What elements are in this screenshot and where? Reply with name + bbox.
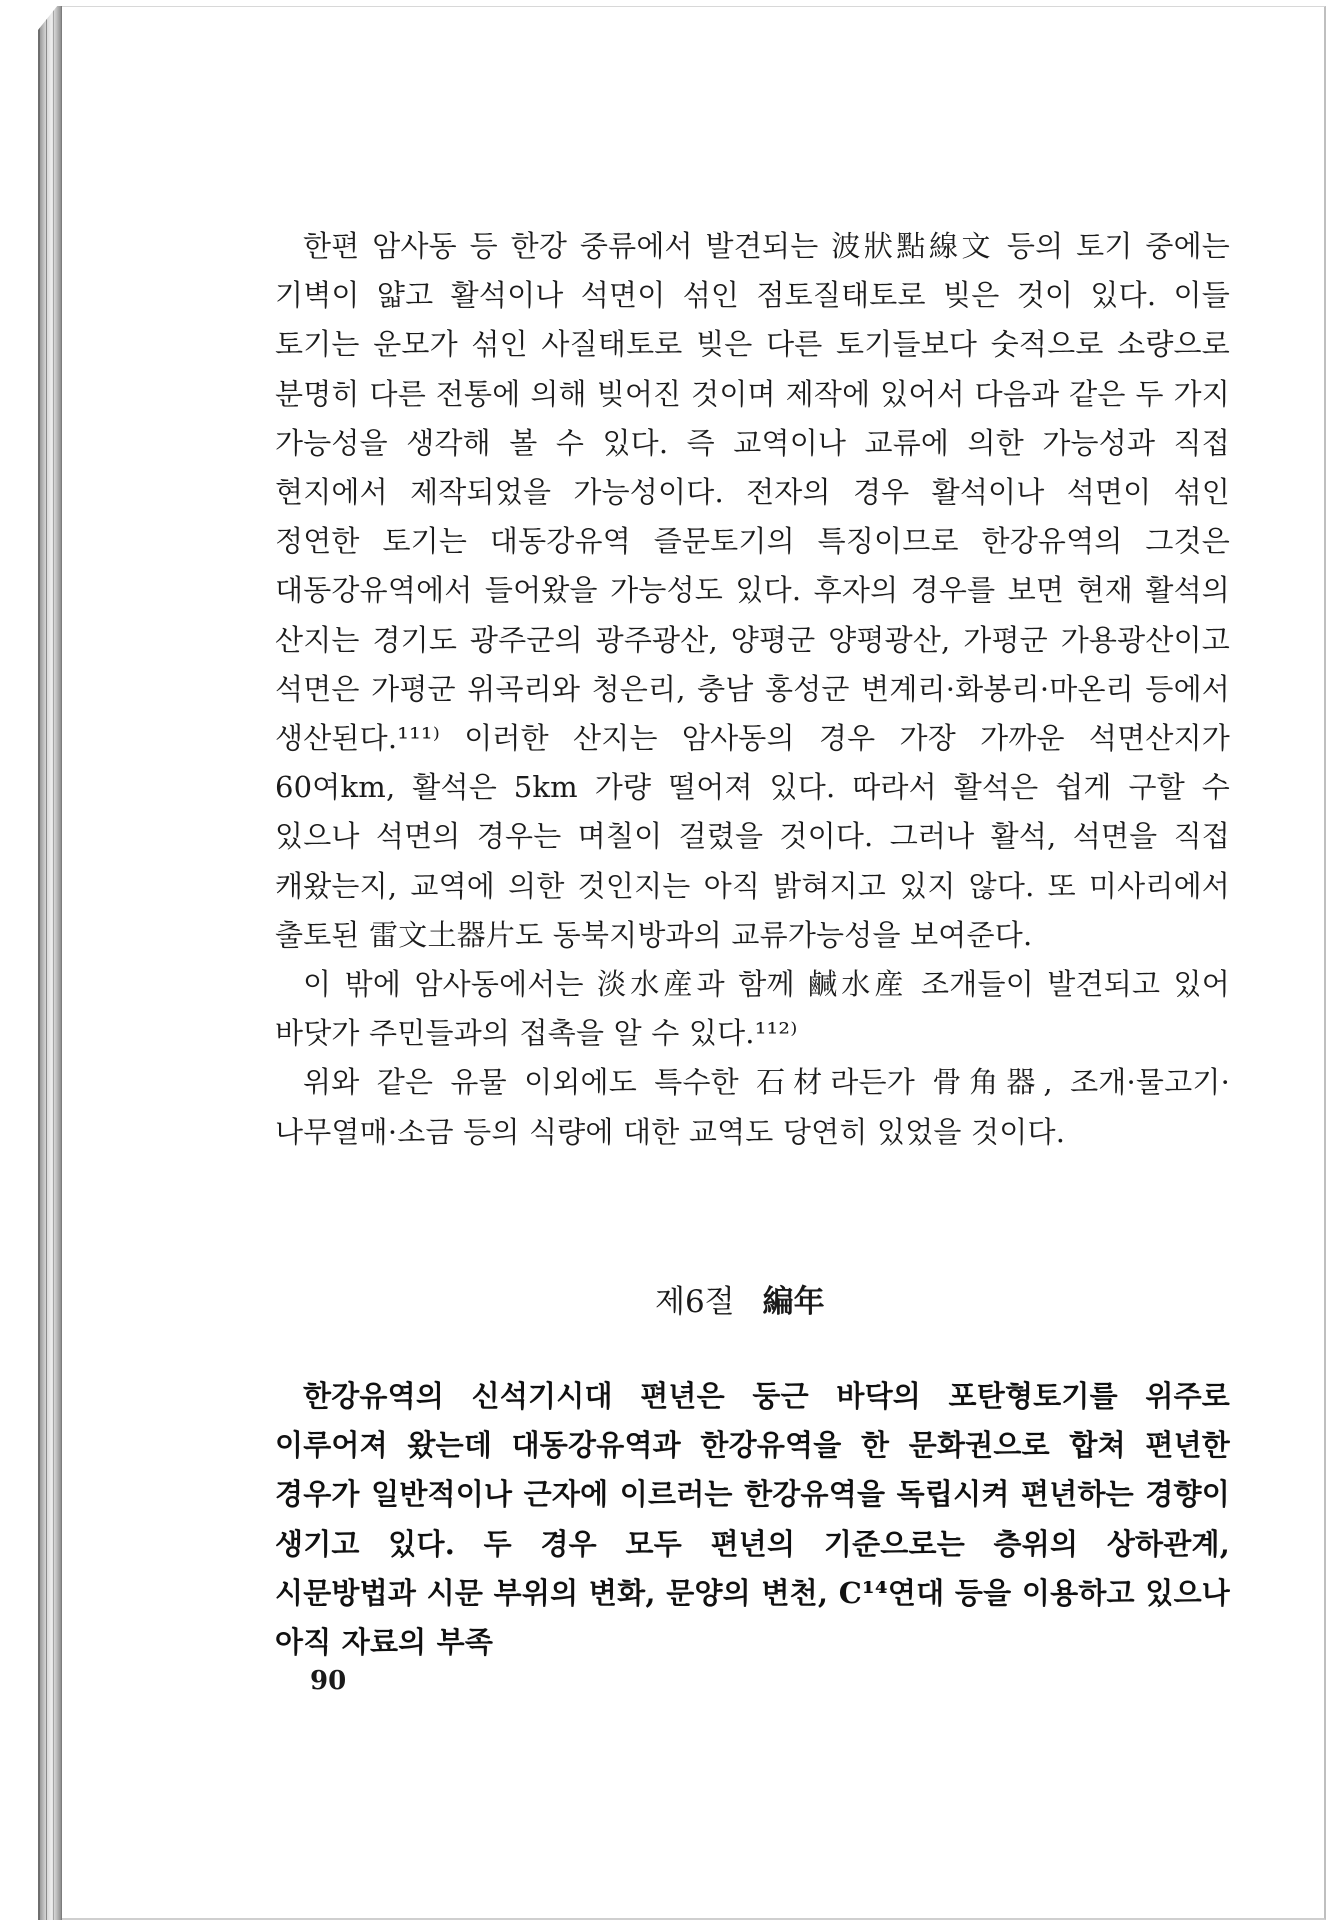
paragraph-trade-minerals: 한편 암사동 등 한강 중류에서 발견되는 波狀點線文 등의 토기 중에는 기벽이 얇고 활석이나 석면이 섞인 점토질태토로 빚은 것이 있다. 이들 토기는 운모가 섞인 사질태토로 빚은 다른 토기들보다 숫적으로 소량으로 분명히 다른 전통에 의해 빚어진 것이며 제작에 있어서 다음과 같은 두 가지 가능성을 생각해 볼 수 있다. 즉 교역이나 교류에 의한 가능성과 직접 현지에서 제작되었을 가능성이다. 전자의 경우 활석이나 석면이 섞인 정연한 토기는 대동강유역 즐문토기의 특징이므로 한강유역의 그것은 대동강유역에서 들어왔을 가능성도 있다. 후자의 경우를 보면 현재 활석의 산지는 경기도 광주군의 광주광산, 양평군 양평광산, 가평군 가용광산이고 석면은 가평군 위곡리와 청은리, 충남 홍성군 변계리·화봉리·마온리 등에서 생산된다.¹¹¹⁾ 이러한 산지는 암사동의 경우 가장 가까운 석면산지가 60여km, 활석은 5km 가량 떨어져 있다. 따라서 활석은 쉽게 구할 수 있으나 석면의 경우는 며칠이 걸렸을 것이다. 그러나 활석, 석면을 직접 캐왔는지, 교역에 의한 것인지는 아직 밝혀지고 있지 않다. 또 미사리에서 출토된 雷文土器片도 동북지방과의 교류가능성을 보여준다. xyxy=(275,229,1230,952)
paragraph-chronology: 한강유역의 신석기시대 편년은 둥근 바닥의 포탄형토기를 위주로 이루어져 왔는데 대동강유역과 한강유역을 한 문화권으로 합쳐 편년한 경우가 일반적이나 근자에 이르러는 한강유역을 독립시켜 편년하는 경향이 생기고 있다. 두 경우 모두 편년의 기준으로는 층위의 상하관계, 시문방법과 시문 부위의 변화, 문양의 변천, C¹⁴연대 등을 이용하고 있으나 아직 자료의 부족 xyxy=(275,1379,1230,1660)
section-number: 제6절 xyxy=(655,1284,735,1320)
section-title: 編年 xyxy=(762,1284,825,1320)
page-corner xyxy=(38,0,62,30)
book-spine xyxy=(38,6,62,1920)
body-text-block xyxy=(275,222,1230,1157)
paragraph-other-trade: 위와 같은 유물 이외에도 특수한 石材라든가 骨角器, 조개·물고기·나무열매·소금 등의 식량에 대한 교역도 당연히 있었을 것이다. xyxy=(275,1065,1230,1149)
section-heading xyxy=(655,1276,825,1321)
section-text-block xyxy=(275,1372,1230,1667)
paragraph-shellfish: 이 밖에 암사동에서는 淡水産과 함께 鹹水産 조개들이 발견되고 있어 바닷가 주민들과의 접촉을 알 수 있다.¹¹²⁾ xyxy=(275,967,1230,1051)
page-number: 90 xyxy=(310,1666,347,1696)
